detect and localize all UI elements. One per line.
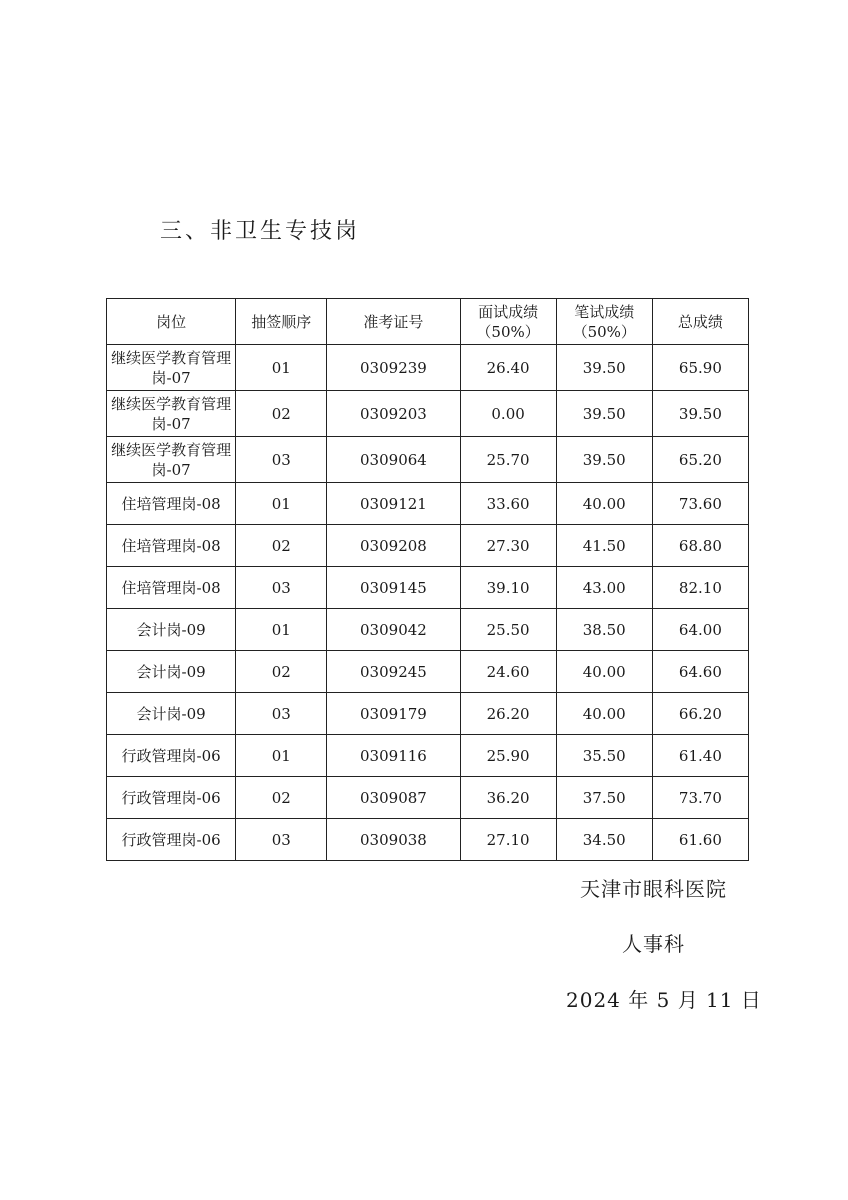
- header-total-score: 总成绩: [652, 299, 748, 345]
- cell-interview-score: 0.00: [460, 391, 556, 437]
- header-interview-score: 面试成绩（50%）: [460, 299, 556, 345]
- table-body: [107, 345, 749, 861]
- cell-interview-score: 33.60: [460, 483, 556, 525]
- cell-ticket-number: 0309179: [327, 693, 460, 735]
- cell-written-score: 35.50: [556, 735, 652, 777]
- cell-ticket-number: 0309208: [327, 525, 460, 567]
- cell-written-score: 41.50: [556, 525, 652, 567]
- cell-draw-order: 03: [236, 819, 327, 861]
- table-row: [107, 693, 749, 735]
- cell-interview-score: 39.10: [460, 567, 556, 609]
- cell-total-score: 64.00: [652, 609, 748, 651]
- cell-post: 住培管理岗-08: [107, 525, 236, 567]
- cell-ticket-number: 0309042: [327, 609, 460, 651]
- table-row: [107, 345, 749, 391]
- cell-post: 住培管理岗-08: [107, 483, 236, 525]
- cell-total-score: 65.90: [652, 345, 748, 391]
- cell-total-score: 39.50: [652, 391, 748, 437]
- table-row: [107, 651, 749, 693]
- cell-ticket-number: 0309121: [327, 483, 460, 525]
- cell-post: 行政管理岗-06: [107, 777, 236, 819]
- table-row: [107, 483, 749, 525]
- table-header: [107, 299, 749, 345]
- cell-draw-order: 02: [236, 777, 327, 819]
- header-written-score: 笔试成绩（50%）: [556, 299, 652, 345]
- cell-draw-order: 03: [236, 567, 327, 609]
- cell-ticket-number: 0309116: [327, 735, 460, 777]
- table-row: [107, 735, 749, 777]
- cell-written-score: 37.50: [556, 777, 652, 819]
- cell-interview-score: 25.70: [460, 437, 556, 483]
- cell-written-score: 40.00: [556, 651, 652, 693]
- cell-interview-score: 24.60: [460, 651, 556, 693]
- cell-draw-order: 02: [236, 651, 327, 693]
- cell-draw-order: 03: [236, 437, 327, 483]
- cell-ticket-number: 0309239: [327, 345, 460, 391]
- cell-interview-score: 27.10: [460, 819, 556, 861]
- score-table: [106, 298, 749, 861]
- table-row: [107, 391, 749, 437]
- cell-post: 会计岗-09: [107, 609, 236, 651]
- cell-draw-order: 02: [236, 391, 327, 437]
- cell-written-score: 34.50: [556, 819, 652, 861]
- footer-organization: 天津市眼科医院: [580, 877, 727, 901]
- cell-post: 行政管理岗-06: [107, 819, 236, 861]
- cell-draw-order: 03: [236, 693, 327, 735]
- cell-written-score: 39.50: [556, 345, 652, 391]
- cell-written-score: 40.00: [556, 693, 652, 735]
- section-title: 三、非卫生专技岗: [160, 219, 361, 244]
- cell-ticket-number: 0309087: [327, 777, 460, 819]
- table-row: [107, 819, 749, 861]
- cell-written-score: 40.00: [556, 483, 652, 525]
- cell-draw-order: 01: [236, 735, 327, 777]
- cell-total-score: 61.40: [652, 735, 748, 777]
- cell-post: 住培管理岗-08: [107, 567, 236, 609]
- cell-written-score: 43.00: [556, 567, 652, 609]
- cell-total-score: 66.20: [652, 693, 748, 735]
- header-ticket-number: 准考证号: [327, 299, 460, 345]
- cell-total-score: 65.20: [652, 437, 748, 483]
- table-row: [107, 567, 749, 609]
- cell-ticket-number: 0309245: [327, 651, 460, 693]
- cell-interview-score: 25.90: [460, 735, 556, 777]
- cell-draw-order: 01: [236, 345, 327, 391]
- cell-post: 继续医学教育管理岗-07: [107, 437, 236, 483]
- cell-draw-order: 01: [236, 609, 327, 651]
- cell-interview-score: 26.40: [460, 345, 556, 391]
- cell-total-score: 73.70: [652, 777, 748, 819]
- cell-interview-score: 25.50: [460, 609, 556, 651]
- cell-interview-score: 27.30: [460, 525, 556, 567]
- cell-ticket-number: 0309203: [327, 391, 460, 437]
- cell-interview-score: 26.20: [460, 693, 556, 735]
- cell-written-score: 38.50: [556, 609, 652, 651]
- cell-total-score: 64.60: [652, 651, 748, 693]
- cell-total-score: 73.60: [652, 483, 748, 525]
- header-post: 岗位: [107, 299, 236, 345]
- cell-draw-order: 02: [236, 525, 327, 567]
- cell-post: 行政管理岗-06: [107, 735, 236, 777]
- header-row: [107, 299, 749, 345]
- cell-written-score: 39.50: [556, 391, 652, 437]
- cell-ticket-number: 0309038: [327, 819, 460, 861]
- table-row: [107, 525, 749, 567]
- cell-post: 继续医学教育管理岗-07: [107, 391, 236, 437]
- cell-ticket-number: 0309064: [327, 437, 460, 483]
- cell-draw-order: 01: [236, 483, 327, 525]
- footer-date: 2024 年 5 月 11 日: [566, 988, 762, 1012]
- cell-total-score: 68.80: [652, 525, 748, 567]
- cell-ticket-number: 0309145: [327, 567, 460, 609]
- header-draw-order: 抽签顺序: [236, 299, 327, 345]
- cell-post: 继续医学教育管理岗-07: [107, 345, 236, 391]
- cell-interview-score: 36.20: [460, 777, 556, 819]
- table-row: [107, 609, 749, 651]
- cell-total-score: 82.10: [652, 567, 748, 609]
- cell-post: 会计岗-09: [107, 693, 236, 735]
- table-row: [107, 777, 749, 819]
- cell-written-score: 39.50: [556, 437, 652, 483]
- table-row: [107, 437, 749, 483]
- footer-department: 人事科: [622, 932, 685, 956]
- cell-total-score: 61.60: [652, 819, 748, 861]
- cell-post: 会计岗-09: [107, 651, 236, 693]
